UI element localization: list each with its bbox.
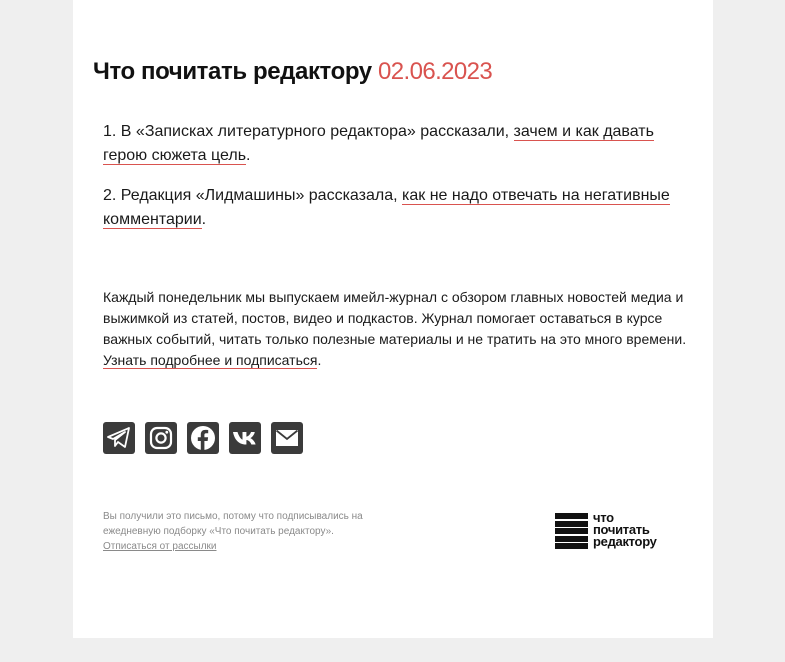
logo-icon <box>555 513 588 547</box>
item-number: 2. <box>103 187 117 204</box>
logo <box>555 512 657 548</box>
about-paragraph <box>103 287 688 371</box>
logo-text <box>593 512 657 548</box>
page-title <box>93 58 492 86</box>
title-text: Что почитать редактору <box>93 58 372 85</box>
facebook-icon[interactable] <box>187 422 219 454</box>
logo-line: почитать <box>593 522 650 537</box>
item-end: . <box>246 147 251 164</box>
instagram-icon[interactable] <box>145 422 177 454</box>
subscribe-link[interactable]: Узнать подробнее и подписаться <box>103 352 318 368</box>
logo-line: редактору <box>593 534 657 549</box>
item-link[interactable]: как не надо отвечать на негативные комментарии <box>103 187 670 228</box>
vk-icon[interactable] <box>229 422 261 454</box>
email-card <box>73 0 713 638</box>
item-number: 1. <box>103 123 117 140</box>
footer-text: Вы получили это письмо, потому что подписывались на ежедневную подборку «Что почитать редактору». <box>103 511 363 537</box>
item-text: В «Записках литературного редактора» рассказали, <box>120 123 510 140</box>
unsubscribe-link[interactable]: Отписаться от рассылки <box>103 541 217 552</box>
about-text: Каждый понедельник мы выпускаем имейл-журнал с обзором главных новостей медиа и выжимкой из статей, постов, видео и подкастов. Журнал помогает оставаться в курсе важных событий, читать только полезные материалы и не тратить на это много времени. <box>103 289 687 347</box>
list-item <box>103 120 693 168</box>
social-links <box>103 422 303 454</box>
news-list <box>103 120 693 248</box>
logo-line: что <box>593 510 614 525</box>
email-icon[interactable] <box>271 422 303 454</box>
item-end: . <box>201 211 207 228</box>
title-date: 02.06.2023 <box>378 58 493 85</box>
item-text: Редакция «Лидмашины» рассказала, <box>120 187 398 204</box>
about-end: . <box>317 352 322 368</box>
list-item <box>103 184 693 232</box>
item-link[interactable]: зачем и как давать герою сюжета цель <box>103 123 654 164</box>
footer-note <box>103 509 393 554</box>
telegram-icon[interactable] <box>103 422 135 454</box>
